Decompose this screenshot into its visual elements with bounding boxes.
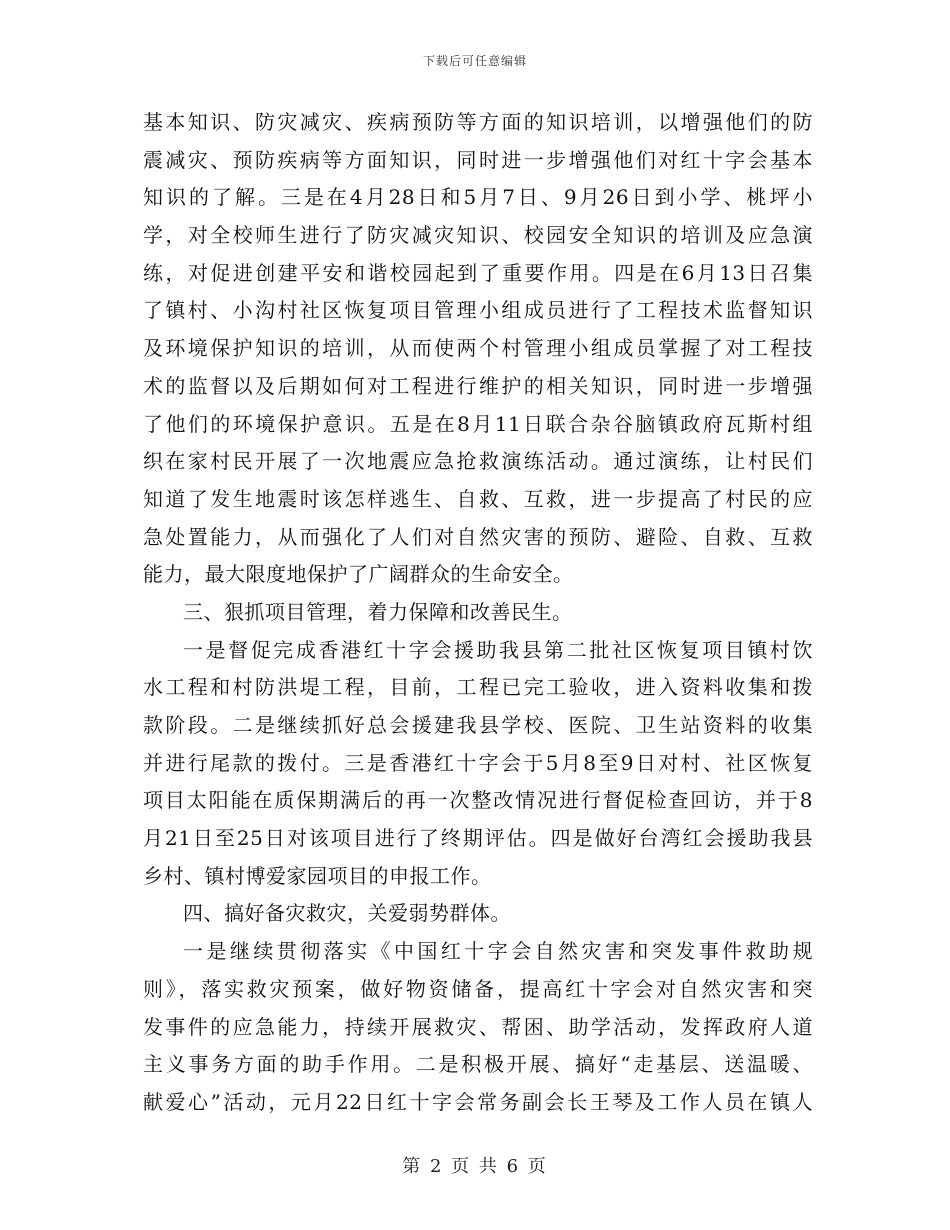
text-line: 术的监督以及后期如何对工程进行维护的相关知识，同时进一步增强 [143,373,813,398]
text-line: 主义事务方面的助手作用。二是积极开展、搞好“走基层、送温暖、 [143,1052,813,1077]
page-header-note: 下载后可任意编辑 [422,54,527,68]
text-line: 了镇村、小沟村社区恢复项目管理小组成员进行了工程技术监督知识 [143,298,813,323]
text-line: 及环境保护知识的培训，从而使两个村管理小组成员掌握了对工程技 [143,336,813,361]
text-line: 四、搞好备灾救灾，关爱弱势群体。 [183,901,511,926]
text-line: 发事件的应急能力，持续开展救灾、帮困、助学活动，发挥政府人道 [143,1014,813,1039]
text-line: 月21日至25日对该项目进行了终期评估。四是做好台湾红会援助我县 [143,826,813,851]
text-line: 了他们的环境保护意识。五是在8月11日联合杂谷脑镇政府瓦斯村组 [143,411,813,436]
text-line: 并进行尾款的拨付。三是香港红十字会于5月8至9日对村、社区恢复 [143,750,813,775]
text-line: 练，对促进创建平安和谐校园起到了重要作用。四是在6月13日召集 [143,260,813,285]
text-line: 知识的了解。三是在4月28日和5月7日、9月26日到小学、桃坪小 [143,185,813,210]
text-line: 基本知识、防灾减灾、疾病预防等方面的知识培训，以增强他们的防 [143,110,813,134]
text-line: 乡村、镇村博爱家园项目的申报工作。 [143,863,492,888]
text-line: 水工程和村防洪堤工程，目前，工程已完工验收，进入资料收集和拨 [143,675,813,700]
text-line: 一是继续贯彻落实《中国红十字会自然灾害和突发事件救助规 [183,939,813,964]
text-line: 急处置能力，从而强化了人们对自然灾害的预防、避险、自救、互救 [143,524,813,549]
page-number: 第 2 页 共 6 页 [402,1156,548,1177]
text-line: 款阶段。二是继续抓好总会援建我县学校、医院、卫生站资料的收集 [143,713,813,737]
text-line: 一是督促完成香港红十字会援助我县第二批社区恢复项目镇村饮 [183,637,813,662]
text-line: 学，对全校师生进行了防灾减灾知识、校园安全知识的培训及应急演 [143,223,813,248]
document-body [143,104,813,1122]
text-line: 织在家村民开展了一次地震应急抢救演练活动。通过演练，让村民们 [143,449,813,474]
text-line: 知道了发生地震时该怎样逃生、自救、互救，进一步提高了村民的应 [143,486,813,511]
text-line: 献爱心”活动，元月22日红十字会常务副会长王琴及工作人员在镇人 [143,1089,813,1114]
text-line: 能力，最大限度地保护了广阔群众的生命安全。 [143,562,574,587]
text-line: 则》，落实救灾预案，做好物资储备，提高红十字会对自然灾害和突 [143,976,813,1001]
text-line: 震减灾、预防疾病等方面知识，同时进一步增强他们对红十字会基本 [143,147,813,172]
text-line: 项目太阳能在质保期满后的再一次整改情况进行督促检查回访，并于8 [143,788,813,813]
text-line: 三、狠抓项目管理，着力保障和改善民生。 [183,599,573,624]
